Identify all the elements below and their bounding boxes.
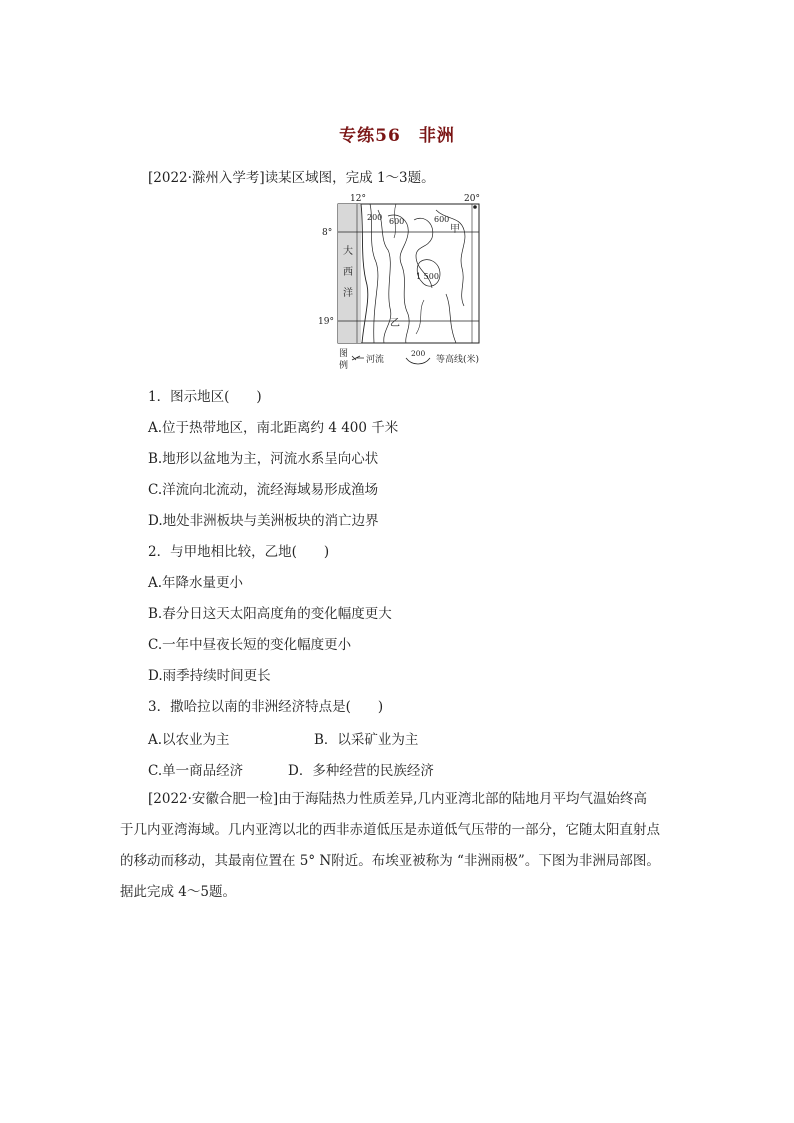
contour-label: 600 xyxy=(389,217,405,226)
passage-line: 于几内亚湾海域。几内亚湾以北的西非赤道低压是赤道低气压带的一部分，它随太阳直射点 xyxy=(120,822,660,838)
legend-title-char: 例 xyxy=(339,361,349,371)
question-2-option-a: A.年降水量更小 xyxy=(148,575,244,591)
question-1-option-d: D.地处非洲板块与美洲板块的消亡边界 xyxy=(148,513,379,529)
question-2-option-b: B.春分日这天太阳高度角的变化幅度更大 xyxy=(148,606,392,622)
place-jia: 甲 xyxy=(450,224,460,235)
ocean-label-char: 西 xyxy=(343,267,353,278)
passage-line: 的移动而移动，其最南位置在 5° N附近。布埃亚被称为 “非洲雨极”。下图为非洲局部图。 xyxy=(120,853,660,869)
question-1-option-b: B.地形以盆地为主，河流水系呈向心状 xyxy=(148,451,379,467)
contour-label: 600 xyxy=(434,215,450,224)
question-2-option-c: C.一年中昼夜长短的变化幅度更小 xyxy=(148,637,352,653)
contour-legend-icon xyxy=(406,358,430,364)
question-3-stem: 3．撒哈拉以南的非洲经济特点是( ) xyxy=(148,699,384,715)
contour-line xyxy=(370,204,378,343)
question-3-option-d: D．多种经营的民族经济 xyxy=(288,763,434,779)
question-3-option-a: A.以农业为主 xyxy=(148,732,230,748)
ocean-label-char: 大 xyxy=(343,246,353,257)
passage-line: [2022·安徽合肥一检]由于海陆热力性质差异,几内亚湾北部的陆地月平均气温始终高 xyxy=(148,791,647,807)
contour-label: 200 xyxy=(367,213,383,222)
contour-label: 1 500 xyxy=(416,272,439,281)
intro-line: [2022·滁州入学考]读某区域图，完成 1～3题。 xyxy=(148,170,435,186)
ocean-label-char: 洋 xyxy=(343,288,353,299)
question-1-option-a: A.位于热带地区，南北距离约 4 400 千米 xyxy=(148,420,399,436)
region-map xyxy=(312,190,508,372)
lat-label-bottom: 19° xyxy=(318,317,334,327)
question-1-stem: 1．图示地区( ) xyxy=(148,389,262,405)
lat-label-top: 8° xyxy=(322,228,333,238)
coastline xyxy=(361,204,368,343)
contour-line xyxy=(378,210,391,343)
lon-label-right: 20° xyxy=(464,194,480,204)
map-point xyxy=(473,205,477,209)
page-title: 专练56 非洲 xyxy=(339,126,455,146)
question-2-stem: 2．与甲地相比较，乙地( ) xyxy=(148,544,330,560)
question-3-option-b: B．以采矿业为主 xyxy=(314,732,419,748)
legend-river-label: 河流 xyxy=(366,355,385,365)
passage-line: 据此完成 4～5题。 xyxy=(120,884,236,900)
question-3-option-c: C.单一商品经济 xyxy=(148,763,244,779)
river xyxy=(416,300,424,334)
legend-title-char: 图 xyxy=(339,349,349,359)
legend-contour-label: 等高线(米) xyxy=(436,355,480,365)
question-1-option-c: C.洋流向北流动，流经海域易形成渔场 xyxy=(148,482,379,498)
contour-line xyxy=(446,294,456,343)
river-legend-icon xyxy=(352,356,364,360)
lon-label-left: 12° xyxy=(350,194,366,204)
question-2-option-d: D.雨季持续时间更长 xyxy=(148,668,271,684)
legend-contour-value: 200 xyxy=(411,349,426,358)
place-yi: 乙 xyxy=(390,318,400,329)
